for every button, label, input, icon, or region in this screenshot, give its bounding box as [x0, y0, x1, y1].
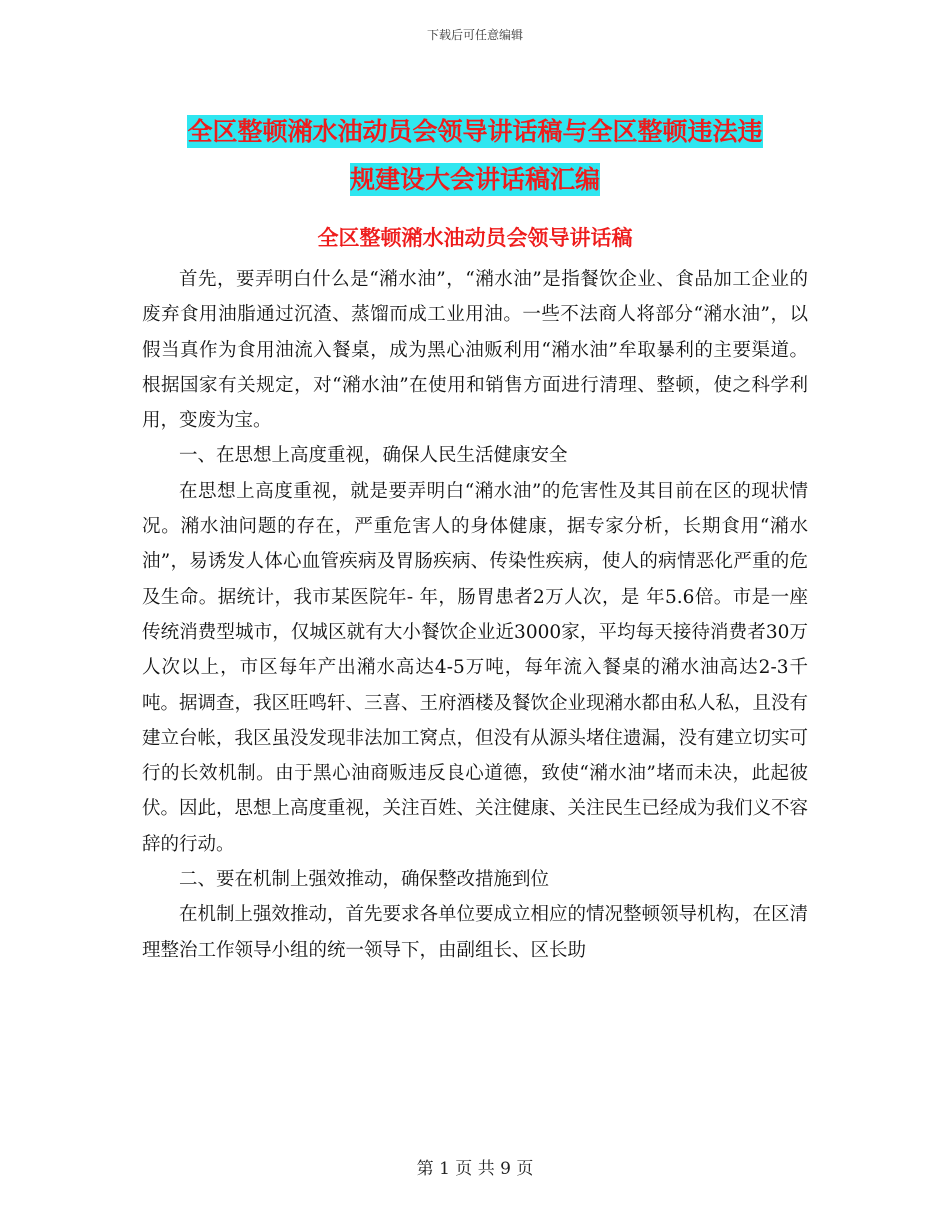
document-title-line-2: 规建设大会讲话稿汇编: [349, 165, 600, 194]
heading-point-2: 二、要在机制上强效推动，确保整改措施到位: [179, 869, 550, 891]
page-number: 第 1 页 共 9 页: [416, 1159, 534, 1179]
document-title-line-1: 全区整顿潲水油动员会领导讲话稿与全区整顿违法违: [187, 117, 763, 146]
paragraph-point-1: 在思想上高度重视，就是要弄明白“潲水油”的危害性及其目前在区的现状情况。潲水油问题的存在，严重危害人的身体健康，据专家分析，长期食用“潲水油”，易诱发人体心血管疾病及胃肠疾病、传染性疾病，使人的病情恶化严重的危及生命。据统计，我市某医院年- 年，肠胃患者2万人次，是 年5.6倍。市是一座传统消费型城市，仅城区就有大小餐饮企业近3000家，平均每天接待消费者30万人次以上，市区每年产出潲水高达4-5万吨，每年流入餐桌的潲水油高达2-3千吨。据调查，我区旺鸣轩、三喜、王府酒楼及餐饮企业现潲水都由私人私，且没有建立台帐，我区虽没发现非法加工窝点，但没有从源头堵住遗漏，没有建立切实可行的长效机制。由于黑心油商贩违反良心道德，致使“潲水油”堵而未决，此起彼伏。因此，思想上高度重视，关注百姓、关注健康、关注民生已经成为我们义不容辞的行动。: [142, 480, 809, 855]
document-body: [142, 262, 808, 968]
paragraph-intro: 首先，要弄明白什么是“潲水油”，“潲水油”是指餐饮企业、食品加工企业的废弃食用油脂通过沉渣、蒸馏而成工业用油。一些不法商人将部分“潲水油”，以假当真作为食用油流入餐桌，成为黑心油贩利用“潲水油”牟取暴利的主要渠道。根据国家有关规定，对“潲水油”在使用和销售方面进行清理、整顿，使之科学利用，变废为宝。: [142, 269, 808, 432]
paragraph-point-2: 在机制上强效推动，首先要求各单位要成立相应的情况整顿领导机构，在区清理整治工作领导小组的统一领导下，由副组长、区长助: [142, 904, 809, 961]
document-title: [140, 108, 810, 204]
page-header-note: 下载后可任意编辑: [426, 28, 523, 42]
heading-point-1: 一、在思想上高度重视，确保人民生活健康安全: [179, 445, 568, 467]
section-title: 全区整顿潲水油动员会领导讲话稿: [317, 226, 633, 250]
